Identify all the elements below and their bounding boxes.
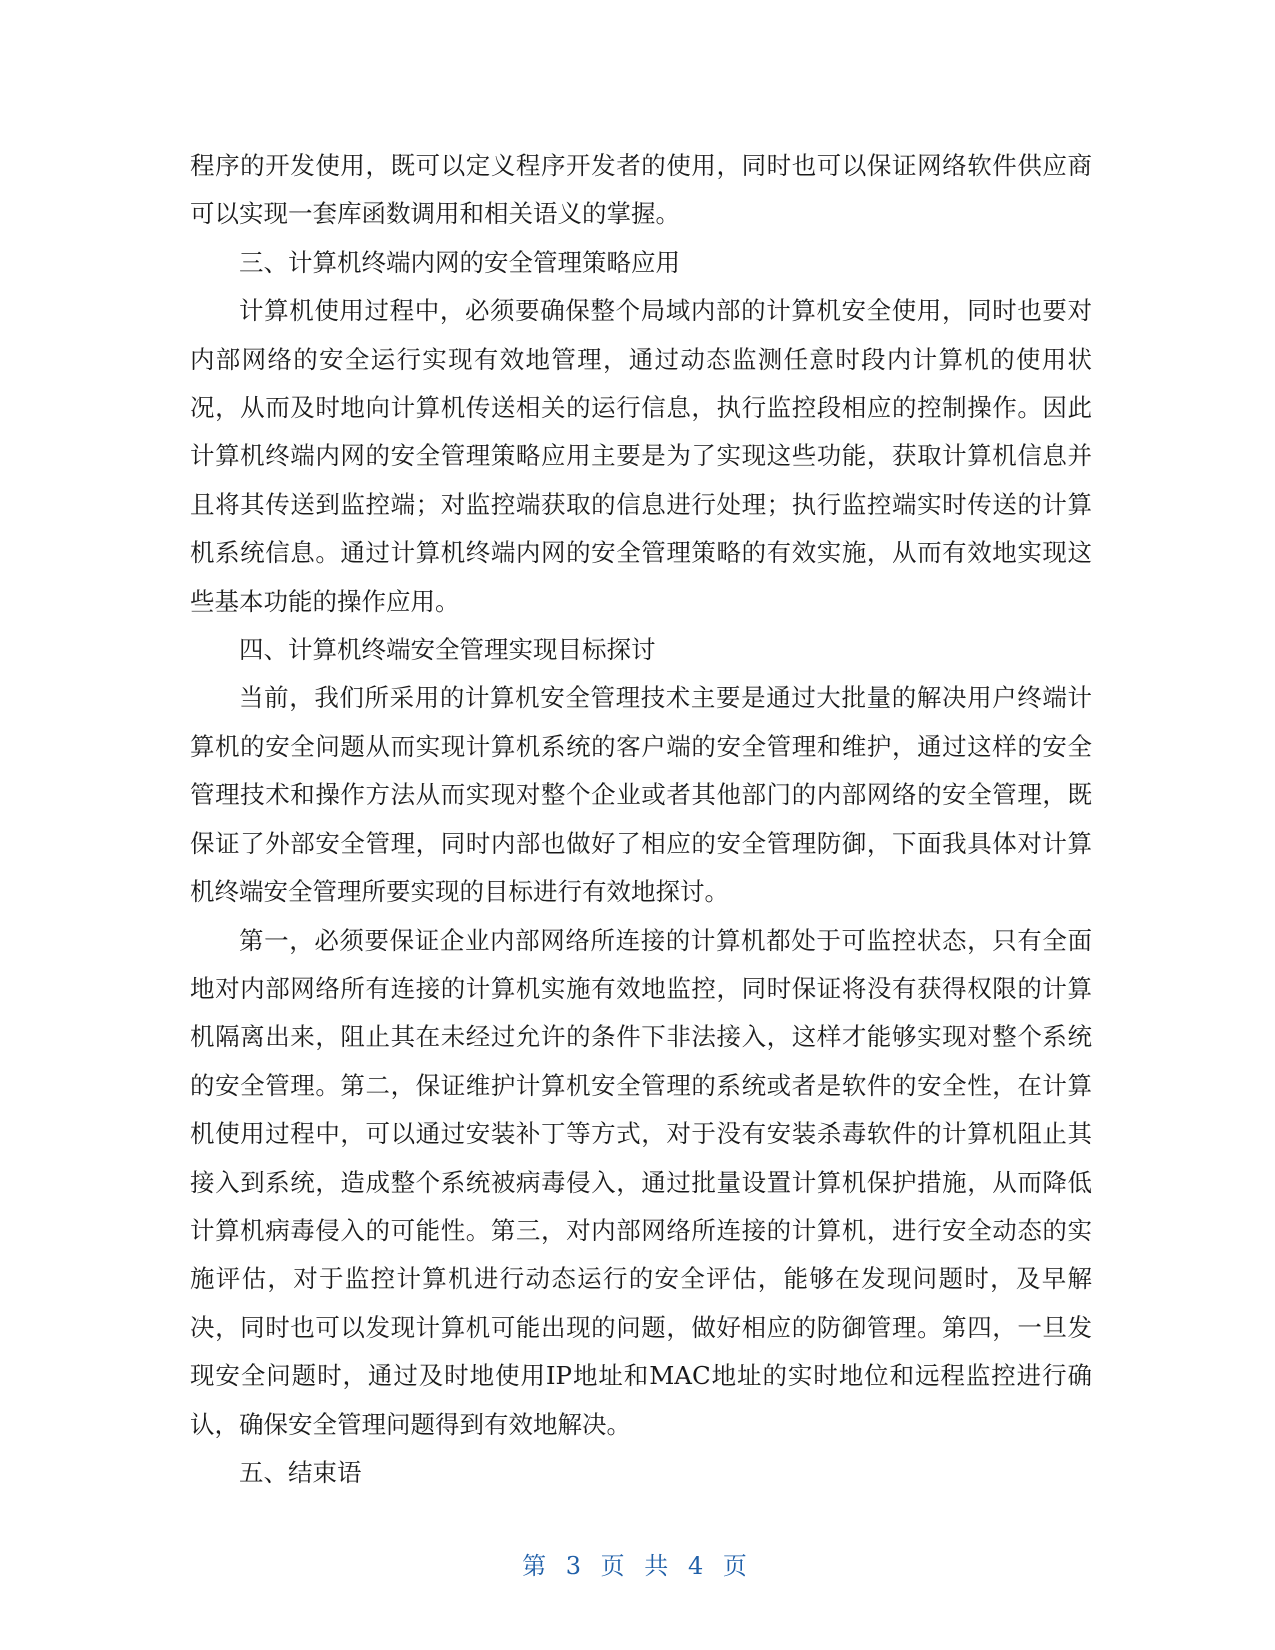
document-body <box>190 142 1092 1497</box>
paragraph-section-3: 计算机使用过程中，必须要确保整个局域内部的计算机安全使用，同时也要对内部网络的安全运行实现有效地管理，通过动态监测任意时段内计算机的使用状况，从而及时地向计算机传送相关的运行信息，执行监控段相应的控制操作。因此计算机终端内网的安全管理策略应用主要是为了实现这些功能，获取计算机信息并且将其传送到监控端；对监控端获取的信息进行处理；执行监控端实时传送的计算机系统信息。通过计算机终端内网的安全管理策略的有效实施，从而有效地实现这些基本功能的操作应用。 <box>190 296 1092 616</box>
section-heading-5: 五、结束语 <box>239 1457 362 1487</box>
section-heading-4: 四、计算机终端安全管理实现目标探讨 <box>239 635 656 665</box>
paragraph-continuation: 程序的开发使用，既可以定义程序开发者的使用，同时也可以保证网络软件供应商可以实现一套库函数调用和相关语义的掌握。 <box>190 151 1092 229</box>
paragraph-section-4-intro: 当前，我们所采用的计算机安全管理技术主要是通过大批量的解决用户终端计算机的安全问题从而实现计算机系统的客户端的安全管理和维护，通过这样的安全管理技术和操作方法从而实现对整个企业或者其他部门的内部网络的安全管理，既保证了外部安全管理，同时内部也做好了相应的安全管理防御，下面我具体对计算机终端安全管理所要实现的目标进行有效地探讨。 <box>190 683 1092 907</box>
page-number-footer: 第 3 页 共 4 页 <box>522 1552 753 1580</box>
section-heading-3: 三、计算机终端内网的安全管理策略应用 <box>239 247 680 277</box>
paragraph-section-4-goals: 第一，必须要保证企业内部网络所连接的计算机都处于可监控状态，只有全面地对内部网络所有连接的计算机实施有效地监控，同时保证将没有获得权限的计算机隔离出来，阻止其在未经过允许的条件下非法接入，这样才能够实现对整个系统的安全管理。第二，保证维护计算机安全管理的系统或者是软件的安全性，在计算机使用过程中，可以通过安装补丁等方式，对于没有安装杀毒软件的计算机阻止其接入到系统，造成整个系统被病毒侵入，通过批量设置计算机保护措施，从而降低计算机病毒侵入的可能性。第三，对内部网络所连接的计算机，进行安全动态的实施评估，对于监控计算机进行动态运行的安全评估，能够在发现问题时，及早解决，同时也可以发现计算机可能出现的问题，做好相应的防御管理。第四，一旦发现安全问题时，通过及时地使用IP地址和MAC地址的实时地位和远程监控进行确认，确保安全管理问题得到有效地解决。 <box>190 925 1092 1439</box>
